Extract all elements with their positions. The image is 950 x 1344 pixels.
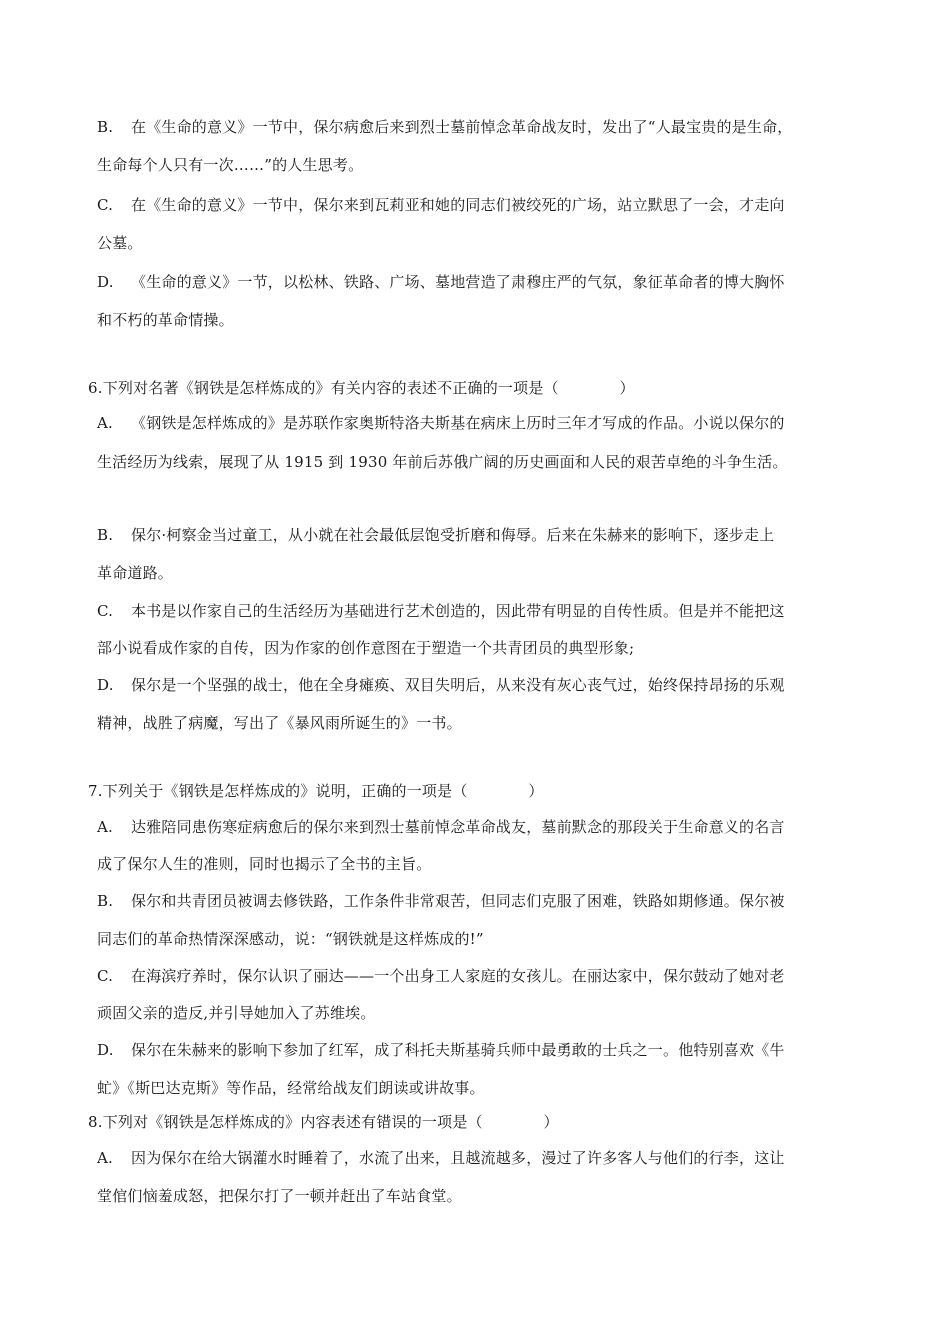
question-8-stem: 8.下列对《钢铁是怎样炼成的》内容表述有错误的一项是（ ） (88, 1113, 559, 1131)
option-text: 在《生命的意义》一节中，保尔来到瓦莉亚和她的同志们被绞死的广场，站立默思了一会，才走向 (131, 196, 785, 214)
q7-option-d (97, 1040, 785, 1060)
q5-option-c-cont: 公墓。 (97, 234, 143, 252)
q7-option-b-cont: 同志们的革命热情深深感动，说：“钢铁就是这样炼成的!” (97, 930, 484, 948)
option-text: 在海滨疗养时，保尔认识了丽达——一个出身工人家庭的女孩儿。在丽达家中，保尔鼓动了她对老 (131, 967, 785, 985)
option-label: D. (97, 1041, 114, 1059)
q8-option-a-cont: 堂倌们恼羞成怒，把保尔打了一顿并赶出了车站食堂。 (97, 1187, 462, 1205)
option-label: D. (97, 676, 114, 694)
q6-option-c-cont: 部小说看成作家的自传，因为作家的创作意图在于塑造一个共青团员的典型形象; (97, 639, 635, 657)
option-text: 保尔在朱赫来的影响下参加了红军，成了科托夫斯基骑兵师中最勇敢的士兵之一。他特别喜欢《牛 (131, 1041, 785, 1059)
option-text: 因为保尔在给大锅灌水时睡着了，水流了出来，且越流越多，漫过了许多客人与他们的行李，这让 (131, 1149, 785, 1167)
question-6-stem: 6.下列对名著《钢铁是怎样炼成的》有关内容的表述不正确的一项是（ ） (88, 379, 635, 397)
q7-option-a-cont: 成了保尔人生的准则，同时也揭示了全书的主旨。 (97, 855, 432, 873)
option-text: 保尔和共青团员被调去修铁路，工作条件非常艰苦，但同志们克服了困难，铁路如期修通。保尔被 (131, 892, 785, 910)
option-label: A. (97, 818, 114, 836)
option-label: C. (97, 196, 114, 214)
q6-option-d (97, 675, 785, 695)
q5-option-b-cont: 生命每个人只有一次……”的人生思考。 (97, 156, 364, 174)
option-label: B. (97, 526, 114, 544)
q5-option-c (97, 195, 785, 215)
option-text: 《钢铁是怎样炼成的》是苏联作家奥斯特洛夫斯基在病床上历时三年才写成的作品。小说以保尔的 (131, 414, 785, 432)
option-text: 保尔·柯察金当过童工，从小就在社会最低层饱受折磨和侮辱。后来在朱赫来的影响下，逐步走上 (131, 526, 775, 544)
option-text: 《生命的意义》一节，以松林、铁路、广场、墓地营造了肃穆庄严的气氛，象征革命者的博大胸怀 (131, 273, 785, 291)
q6-option-c (97, 601, 785, 621)
q6-option-b-cont: 革命道路。 (97, 564, 174, 582)
option-text: 保尔是一个坚强的战士，他在全身瘫痪、双目失明后，从来没有灰心丧气过，始终保持昂扬的乐观 (131, 676, 785, 694)
option-text: 本书是以作家自己的生活经历为基础进行艺术创造的，因此带有明显的自传性质。但是并不能把这 (131, 602, 785, 620)
q5-option-d-cont: 和不朽的革命情操。 (97, 311, 234, 329)
q6-option-d-cont: 精神，战胜了病魔，写出了《暴风雨所诞生的》一书。 (97, 714, 462, 732)
q7-option-a (97, 817, 785, 837)
option-label: C. (97, 602, 114, 620)
q7-option-d-cont: 虻》《斯巴达克斯》等作品，经常给战友们朗读或讲故事。 (97, 1079, 485, 1097)
question-7-stem: 7.下列关于《钢铁是怎样炼成的》说明，正确的一项是（ ） (88, 782, 544, 800)
option-label: C. (97, 967, 114, 985)
option-label: A. (97, 414, 114, 432)
q6-option-a (97, 413, 785, 433)
q7-option-c-cont: 顽固父亲的造反,并引导她加入了苏维埃。 (97, 1004, 376, 1022)
option-label: D. (97, 273, 114, 291)
q5-option-d (97, 272, 785, 292)
option-label: B. (97, 118, 114, 136)
q6-option-a-cont: 生活经历为线索，展现了从 1915 到 1930 年前后苏俄广阔的历史画面和人民的艰苦卓绝的斗争生活。 (97, 453, 788, 471)
q7-option-b (97, 891, 785, 911)
q8-option-a (97, 1148, 785, 1168)
option-label: B. (97, 892, 114, 910)
q6-option-b (97, 525, 774, 545)
q5-option-b (97, 117, 792, 137)
option-text: 达雅陪同患伤寒症病愈后的保尔来到烈士墓前悼念革命战友，墓前默念的那段关于生命意义的名言 (131, 818, 785, 836)
q7-option-c (97, 966, 785, 986)
option-text: 在《生命的意义》一节中，保尔病愈后来到烈士墓前悼念革命战友时，发出了“人最宝贵的是生命， (131, 118, 793, 136)
option-label: A. (97, 1149, 114, 1167)
